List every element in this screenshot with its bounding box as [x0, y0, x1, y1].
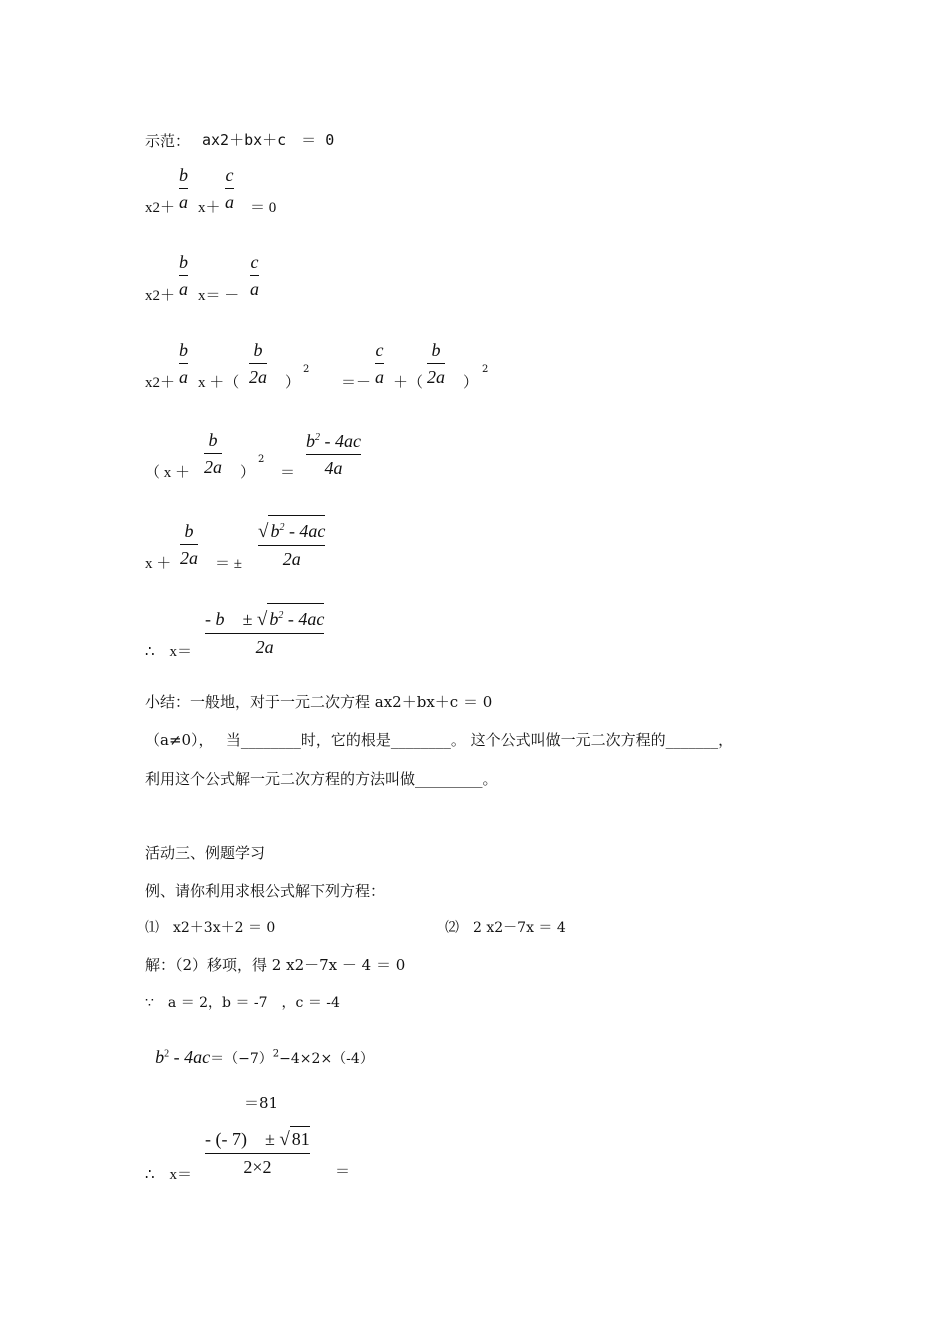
final-equals: ＝ — [335, 1164, 351, 1180]
fraction-b-over-a: b a — [179, 340, 188, 387]
step3-f: ） — [463, 375, 479, 391]
activity-prompt: 例、请你利用求根公式解下列方程： — [145, 882, 386, 900]
step3-e: ＋（ — [393, 375, 424, 391]
step4-square: 2 — [258, 454, 265, 465]
step1-b: x＋ — [198, 200, 221, 216]
demo-equation: ax2＋bx＋c ＝ 0 — [202, 131, 335, 149]
step1-a: x2＋ — [145, 200, 176, 216]
discriminant-value: ＝81 — [244, 1094, 279, 1112]
fraction-sqrt-discriminant-over-2a: √ $b^2 - 4ac$ 2a — [258, 515, 325, 571]
fraction-c-over-a: c a — [225, 165, 234, 212]
fraction-b-over-2a: b 2a — [204, 430, 222, 477]
question-2: ⑵ 2 x2－7x ＝ 4 — [445, 920, 566, 936]
quadratic-formula-fraction: - b ± √ $b^2 - 4ac$ 2a — [205, 603, 324, 659]
step1-c: ＝ 0 — [250, 200, 277, 216]
demo-label: 示范： — [145, 132, 191, 150]
summary-line-3: 利用这个公式解一元二次方程的方法叫做_________。 — [145, 770, 498, 788]
step3-b: x ＋（ — [198, 375, 240, 391]
fraction-b-over-2a: b 2a — [249, 340, 267, 387]
summary-line-2: （a≠0）， 当________时，它的根是________。 这个公式叫做一元二次方程的_______， — [145, 731, 734, 749]
fraction-c-over-a: c a — [250, 252, 259, 299]
step3-c: ） — [285, 375, 301, 391]
final-therefore: ∴ x＝ — [145, 1167, 193, 1183]
step3-square: 2 — [303, 364, 310, 375]
step2-a: x2＋ — [145, 288, 176, 304]
step3-square-2: 2 — [482, 364, 489, 375]
summary-line-1: 小结：一般地，对于一元二次方程 ax2＋bx＋c ＝ 0 — [145, 693, 493, 711]
fraction-b-over-a: b a — [179, 252, 188, 299]
step6-therefore: ∴ x＝ — [145, 644, 193, 660]
solution-line: 解：（2）移项，得 2 x2－7x － 4 ＝ 0 — [145, 956, 406, 974]
discriminant-line: $b^2 - 4ac=(-7)^2-4\times 2\times(-4)$ — [155, 1047, 374, 1067]
step5-a: x ＋ — [145, 556, 172, 572]
step2-b: x＝ － — [198, 288, 240, 304]
activity-title: 活动三、例题学习 — [145, 844, 266, 862]
fraction-c-over-a: c a — [375, 340, 384, 387]
question-1: ⑴ x2＋3x＋2 ＝ 0 — [145, 920, 276, 936]
fraction-b-over-2a: b 2a — [180, 521, 198, 568]
fraction-discriminant-over-4a: $b^2 - 4ac$ 4a — [306, 431, 361, 478]
step4-a: （ x ＋ — [145, 465, 191, 481]
coefficients-line: ∵ a ＝ 2，b ＝ -7 ，c ＝ -4 — [145, 995, 340, 1011]
final-root-fraction: - (- 7) ± √ 81 2×2 — [205, 1126, 310, 1179]
step5-b: ＝ ± — [215, 556, 242, 572]
step4-b: ） — [240, 465, 256, 481]
step3-d: ＝－ — [341, 375, 372, 391]
step4-c: ＝ — [280, 465, 296, 481]
fraction-b-over-a: b a — [179, 165, 188, 212]
fraction-b-over-2a: b 2a — [427, 340, 445, 387]
step3-a: x2＋ — [145, 375, 176, 391]
